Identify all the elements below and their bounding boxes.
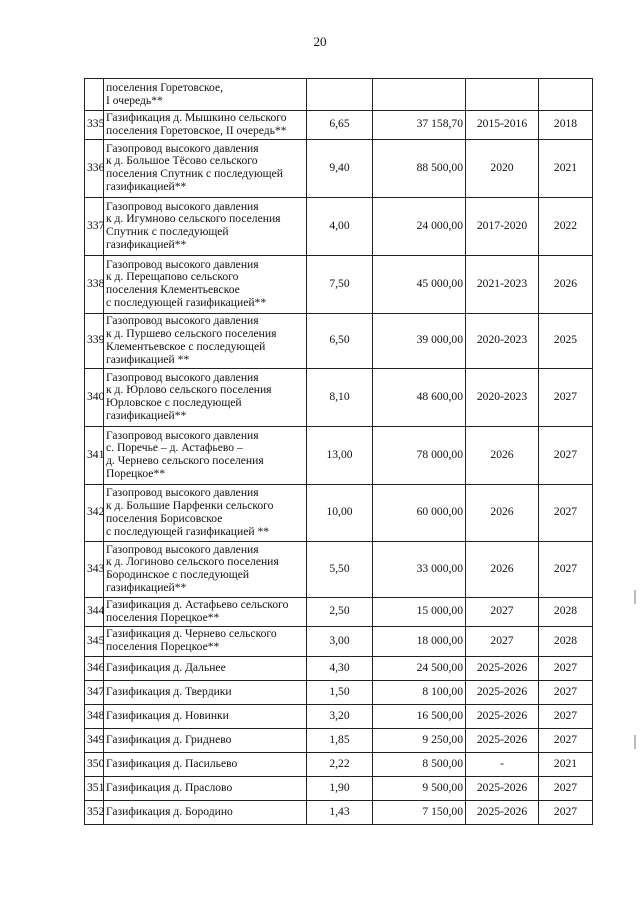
row-length: 4,00 — [307, 197, 373, 255]
row-name: Газификация д. Пасильево — [104, 752, 307, 776]
row-year: 2027 — [539, 484, 593, 541]
table-row — [85, 139, 593, 197]
row-name: Газификация д. Твердики — [104, 680, 307, 704]
row-year: 2027 — [539, 656, 593, 680]
row-period — [466, 79, 539, 111]
row-name: Газопровод высокого давления к д. Игумново сельского поселения Спутник с последующей газификацией** — [104, 197, 307, 255]
row-year: 2027 — [539, 368, 593, 426]
row-number: 352 — [85, 800, 104, 824]
table-row — [85, 704, 593, 728]
row-number: 342 — [85, 484, 104, 541]
row-number: 339 — [85, 313, 104, 368]
row-length: 1,90 — [307, 776, 373, 800]
row-name: Газификация д. Дальнее — [104, 656, 307, 680]
row-period: 2020-2023 — [466, 368, 539, 426]
row-year — [539, 79, 593, 111]
row-length — [307, 79, 373, 111]
row-period: 2027 — [466, 597, 539, 626]
row-cost: 8 500,00 — [373, 752, 466, 776]
row-number: 349 — [85, 728, 104, 752]
row-year: 2027 — [539, 800, 593, 824]
row-length: 2,50 — [307, 597, 373, 626]
row-name: Газопровод высокого давления к д. Большие Парфенки сельского поселения Борисовское с последующей газификацией ** — [104, 484, 307, 541]
row-year: 2027 — [539, 426, 593, 484]
row-period: 2025-2026 — [466, 776, 539, 800]
row-year: 2028 — [539, 626, 593, 656]
table-row — [85, 752, 593, 776]
page-number: 20 — [313, 34, 327, 49]
scan-edge-mark — [634, 735, 636, 749]
row-length: 4,30 — [307, 656, 373, 680]
row-number: 343 — [85, 541, 104, 597]
row-period: - — [466, 752, 539, 776]
row-period: 2027 — [466, 626, 539, 656]
row-year: 2028 — [539, 597, 593, 626]
row-cost: 24 000,00 — [373, 197, 466, 255]
table-row — [85, 484, 593, 541]
row-cost: 39 000,00 — [373, 313, 466, 368]
table-row — [85, 626, 593, 656]
row-number: 350 — [85, 752, 104, 776]
row-period: 2025-2026 — [466, 704, 539, 728]
row-length: 1,50 — [307, 680, 373, 704]
table-row — [85, 368, 593, 426]
row-year: 2027 — [539, 776, 593, 800]
row-name: Газопровод высокого давления к д. Большое Тёсово сельского поселения Спутник с последующей газификацией** — [104, 139, 307, 197]
row-name: Газопровод высокого давления с. Поречье – д. Астафьево – д. Чернево сельского поселения Порецкое** — [104, 426, 307, 484]
row-length: 5,50 — [307, 541, 373, 597]
row-number: 337 — [85, 197, 104, 255]
row-period: 2017-2020 — [466, 197, 539, 255]
row-cost: 88 500,00 — [373, 139, 466, 197]
row-year: 2027 — [539, 728, 593, 752]
row-name: Газопровод высокого давления к д. Пуршево сельского поселения Клементьевское с последующей газификацией ** — [104, 313, 307, 368]
table-row — [85, 656, 593, 680]
row-name: Газификация д. Астафьево сельского поселения Порецкое** — [104, 597, 307, 626]
row-period: 2026 — [466, 541, 539, 597]
row-length: 9,40 — [307, 139, 373, 197]
gas-objects-table — [84, 78, 593, 825]
table-row — [85, 800, 593, 824]
row-number: 348 — [85, 704, 104, 728]
row-length: 3,20 — [307, 704, 373, 728]
row-name: поселения Горетовское, I очередь** — [104, 79, 307, 111]
row-cost: 48 600,00 — [373, 368, 466, 426]
row-number: 344 — [85, 597, 104, 626]
row-cost: 33 000,00 — [373, 541, 466, 597]
row-period: 2025-2026 — [466, 680, 539, 704]
table-row — [85, 776, 593, 800]
row-number: 347 — [85, 680, 104, 704]
table-row — [85, 728, 593, 752]
row-length: 13,00 — [307, 426, 373, 484]
row-cost: 9 250,00 — [373, 728, 466, 752]
row-cost: 24 500,00 — [373, 656, 466, 680]
row-cost: 60 000,00 — [373, 484, 466, 541]
row-name: Газификация д. Праслово — [104, 776, 307, 800]
table-row — [85, 79, 593, 111]
row-year: 2027 — [539, 704, 593, 728]
row-number: 341 — [85, 426, 104, 484]
row-year: 2021 — [539, 139, 593, 197]
row-length: 6,50 — [307, 313, 373, 368]
row-name: Газификация д. Новинки — [104, 704, 307, 728]
row-cost: 9 500,00 — [373, 776, 466, 800]
row-cost: 45 000,00 — [373, 255, 466, 313]
row-year: 2022 — [539, 197, 593, 255]
row-length: 6,65 — [307, 111, 373, 140]
row-number: 346 — [85, 656, 104, 680]
table-row — [85, 541, 593, 597]
row-name: Газопровод высокого давления к д. Перещапово сельского поселения Клементьевское с последующей газификацией** — [104, 255, 307, 313]
row-year: 2026 — [539, 255, 593, 313]
row-year: 2027 — [539, 680, 593, 704]
row-period: 2025-2026 — [466, 656, 539, 680]
row-name: Газопровод высокого давления к д. Логиново сельского поселения Бородинское с последующей газификацией** — [104, 541, 307, 597]
row-year: 2021 — [539, 752, 593, 776]
row-name: Газификация д. Чернево сельского поселения Порецкое** — [104, 626, 307, 656]
row-length: 1,43 — [307, 800, 373, 824]
row-name: Газификация д. Гриднево — [104, 728, 307, 752]
row-cost: 18 000,00 — [373, 626, 466, 656]
row-period: 2020 — [466, 139, 539, 197]
row-length: 10,00 — [307, 484, 373, 541]
row-length: 3,00 — [307, 626, 373, 656]
row-period: 2026 — [466, 484, 539, 541]
row-number — [85, 79, 104, 111]
row-cost: 37 158,70 — [373, 111, 466, 140]
row-year: 2018 — [539, 111, 593, 140]
row-period: 2015-2016 — [466, 111, 539, 140]
row-year: 2027 — [539, 541, 593, 597]
row-length: 1,85 — [307, 728, 373, 752]
row-period: 2021-2023 — [466, 255, 539, 313]
row-number: 345 — [85, 626, 104, 656]
row-period: 2026 — [466, 426, 539, 484]
row-cost: 78 000,00 — [373, 426, 466, 484]
table-row — [85, 426, 593, 484]
row-name: Газификация д. Бородино — [104, 800, 307, 824]
row-length: 7,50 — [307, 255, 373, 313]
table-row — [85, 197, 593, 255]
row-number: 351 — [85, 776, 104, 800]
row-name: Газификация д. Мышкино сельского поселения Горетовское, II очередь** — [104, 111, 307, 140]
row-year: 2025 — [539, 313, 593, 368]
table-row — [85, 597, 593, 626]
scan-edge-mark — [634, 590, 636, 604]
row-period: 2020-2023 — [466, 313, 539, 368]
row-cost: 8 100,00 — [373, 680, 466, 704]
row-name: Газопровод высокого давления к д. Юрлово сельского поселения Юрловское с последующей газификацией** — [104, 368, 307, 426]
row-number: 335 — [85, 111, 104, 140]
row-length: 8,10 — [307, 368, 373, 426]
table-row — [85, 680, 593, 704]
row-cost: 7 150,00 — [373, 800, 466, 824]
row-length: 2,22 — [307, 752, 373, 776]
row-period: 2025-2026 — [466, 800, 539, 824]
row-number: 340 — [85, 368, 104, 426]
table-row — [85, 255, 593, 313]
row-number: 338 — [85, 255, 104, 313]
table-row — [85, 111, 593, 140]
row-cost: 16 500,00 — [373, 704, 466, 728]
row-period: 2025-2026 — [466, 728, 539, 752]
row-number: 336 — [85, 139, 104, 197]
row-cost — [373, 79, 466, 111]
table-body — [85, 79, 593, 825]
row-cost: 15 000,00 — [373, 597, 466, 626]
table-row — [85, 313, 593, 368]
